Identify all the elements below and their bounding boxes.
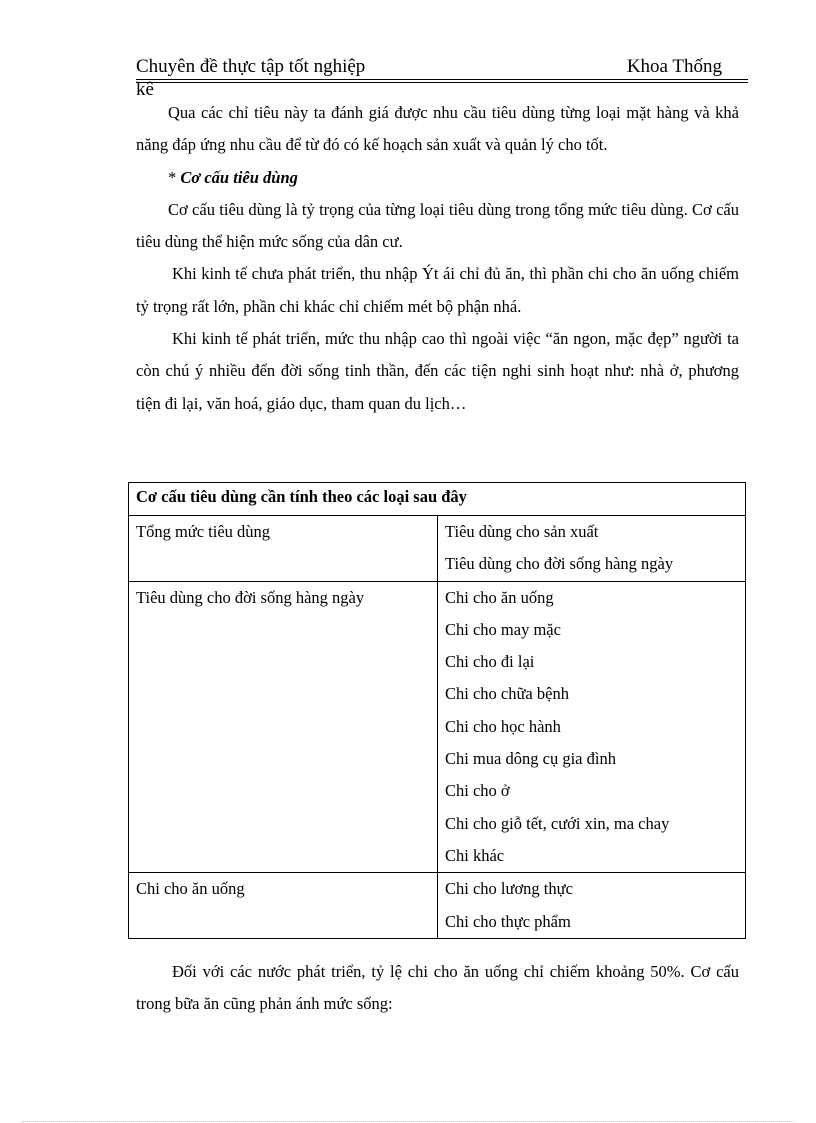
- paragraph-2: Cơ cấu tiêu dùng là tỷ trọng của từng loại tiêu dùng trong tổng mức tiêu dùng. Cơ cấu tiêu dùng thể hiện mức sống của dân cư.: [136, 199, 739, 252]
- table-header-row: [129, 483, 746, 516]
- list-item: Chi mua dông cụ gia đình: [445, 749, 616, 769]
- list-item: Chi cho chữa bệnh: [445, 684, 569, 704]
- table-cell-left: Chi cho ăn uống: [129, 873, 438, 939]
- heading-bullet: *: [168, 167, 181, 187]
- paragraph-5: Đối với các nước phát triển, tỷ lệ chi cho ăn uống chỉ chiếm khoảng 50%. Cơ cấu trong bữa ăn cũng phản ánh mức sống:: [136, 962, 739, 1014]
- heading-text: Cơ cấu tiêu dùng: [180, 167, 298, 187]
- list-item: Chi cho lương thực: [445, 879, 573, 899]
- consumption-structure-table: [128, 482, 746, 939]
- header-rule-top: [136, 79, 748, 80]
- table-title: Cơ cấu tiêu dùng cần tính theo các loại sau đây: [129, 483, 746, 516]
- list-item: Chi cho giỗ tết, cưới xin, ma chay: [445, 813, 670, 833]
- table-cell-right: [438, 581, 746, 873]
- body-text: [136, 97, 739, 420]
- table-cell-right: [438, 873, 746, 939]
- list-item: Chi cho may mặc: [445, 619, 561, 639]
- list-item: Chi khác: [445, 845, 505, 865]
- header-wrap-text: kê: [136, 79, 154, 100]
- list-item: Chi cho thực phẩm: [445, 911, 571, 931]
- table-cell-left: Tổng mức tiêu dùng: [129, 516, 438, 582]
- table-row: [129, 581, 746, 873]
- list-item: Chi cho ở: [445, 781, 510, 801]
- list-item: Chi cho ăn uống: [445, 587, 554, 607]
- header-title: Chuyên đề thực tập tốt nghiệp: [136, 56, 366, 77]
- header-rule-bottom: [136, 82, 748, 83]
- table-cell-left: Tiêu dùng cho đời sống hàng ngày: [129, 581, 438, 873]
- paragraph-4: Khi kinh tế phát triển, mức thu nhập cao thì ngoài việc “ăn ngon, mặc đẹp” người ta còn chú ý nhiều đến đời sống tinh thần, đến các tiện nghi sinh hoạt như: nhà ở, phương tiện đi lại, văn hoá, giáo dục, tham quan du lịch…: [136, 329, 739, 413]
- section-heading: [136, 162, 739, 194]
- paragraph-1: Qua các chỉ tiêu này ta đánh giá được nhu cầu tiêu dùng từng loại mặt hàng và khả năng đáp ứng nhu cầu để từ đó có kế hoạch sản xuất và quản lý cho tốt.: [136, 103, 739, 155]
- table-row: [129, 516, 746, 582]
- list-item: Chi cho đi lại: [445, 652, 535, 672]
- list-item: Chi cho học hành: [445, 716, 561, 736]
- closing-text: [136, 956, 739, 1021]
- table-cell-right: [438, 516, 746, 582]
- table-row: [129, 873, 746, 939]
- list-item: Tiêu dùng cho sản xuất: [445, 522, 599, 541]
- header-department: Khoa Thống: [626, 56, 722, 77]
- list-item: Tiêu dùng cho đời sống hàng ngày: [445, 554, 674, 574]
- page-bottom-border: [22, 1121, 794, 1122]
- paragraph-3: Khi kinh tế chưa phát triển, thu nhập Ýt ái chỉ đủ ăn, thì phần chi cho ăn uống chiếm tỷ trọng rất lớn, phần chi khác chỉ chiếm mét bộ phận nhá.: [136, 264, 739, 316]
- page-header: [136, 54, 748, 80]
